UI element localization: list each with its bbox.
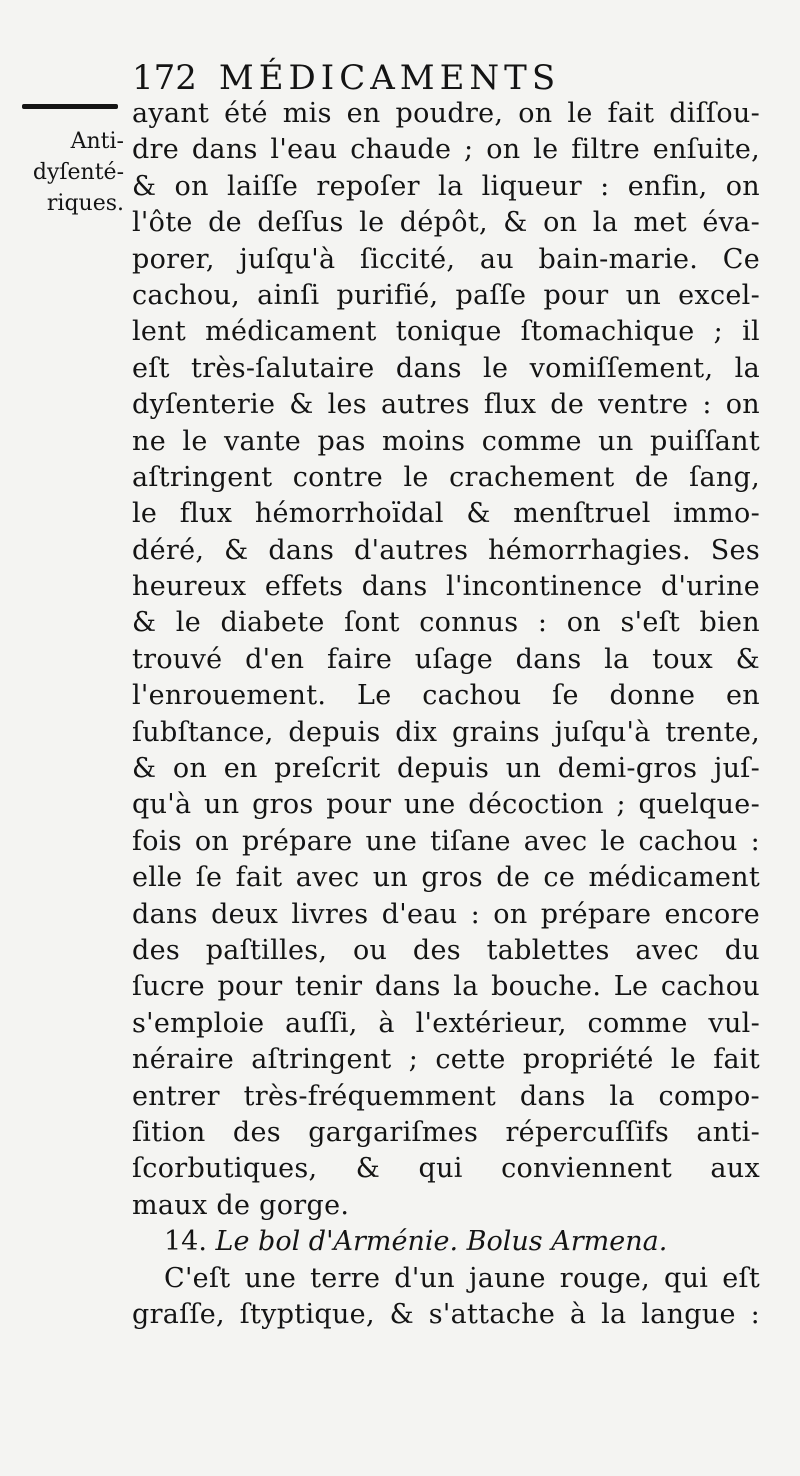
text-line: s'emploie auſſi, à l'extérieur, comme vul- bbox=[132, 1007, 760, 1039]
text-line: C'eſt une terre d'un jaune rouge, qui eſt bbox=[164, 1262, 760, 1294]
body-text bbox=[132, 96, 760, 1333]
page-number: 172 bbox=[132, 58, 197, 98]
running-title: MÉDICAMENTS bbox=[218, 58, 561, 98]
section-number: 14. bbox=[164, 1226, 207, 1258]
text-line: dyſenterie & les autres flux de ventre : on bbox=[132, 389, 760, 421]
text-line: ſcorbutiques, & qui conviennent aux bbox=[132, 1153, 760, 1185]
text-line: trouvé d'en faire uſage dans la toux & bbox=[132, 643, 760, 675]
text-line: fois on prépare une tiſane avec le cachou : bbox=[132, 825, 760, 857]
text-line: dans deux livres d'eau : on prépare encore bbox=[132, 898, 760, 930]
margin-note-line: Anti- bbox=[70, 129, 124, 154]
text-line: ſition des gargariſmes répercuſſifs anti- bbox=[132, 1116, 760, 1148]
margin-note-line: dyſenté- bbox=[32, 160, 124, 185]
text-line: l'enrouement. Le cachou ſe donne en bbox=[132, 680, 760, 712]
text-line: dre dans l'eau chaude ; on le filtre enſuite, bbox=[132, 134, 760, 166]
text-line: ne le vante pas moins comme un puiſſant bbox=[132, 425, 760, 457]
page-header bbox=[132, 58, 560, 98]
text-line: & le diabete ſont connus : on s'eſt bien bbox=[132, 607, 760, 639]
text-line: déré, & dans d'autres hémorrhagies. Ses bbox=[132, 534, 760, 566]
text-line: ſubſtance, depuis dix grains juſqu'à trente, bbox=[132, 716, 760, 748]
text-line: & on laiſſe repoſer la liqueur : enfin, on bbox=[132, 170, 760, 202]
section-title-latin: Bolus Armena. bbox=[466, 1226, 668, 1258]
text-line: graſſe, ſtyptique, & s'attache à la langue : bbox=[132, 1298, 760, 1330]
margin-note bbox=[14, 126, 124, 219]
text-line: cachou, ainſi purifié, paſſe pour un excel- bbox=[132, 279, 760, 311]
text-line: l'ôte de deſſus le dépôt, & on la met éva- bbox=[132, 207, 760, 239]
text-line: des paſtilles, ou des tablettes avec du bbox=[132, 934, 760, 966]
margin-note-line: riques. bbox=[46, 191, 124, 216]
text-line: elle ſe fait avec un gros de ce médicament bbox=[132, 862, 760, 894]
text-line: le flux hémorrhoïdal & menſtruel immo- bbox=[132, 498, 760, 530]
text-line: lent médicament tonique ſtomachique ; il bbox=[132, 316, 760, 348]
margin-rule bbox=[22, 104, 118, 109]
text-line: néraire aſtringent ; cette propriété le fait bbox=[132, 1044, 760, 1076]
text-line: porer, juſqu'à ſiccité, au bain-marie. Ce bbox=[132, 243, 760, 275]
text-line: ſucre pour tenir dans la bouche. Le cachou bbox=[132, 971, 760, 1003]
section-heading bbox=[132, 1224, 760, 1260]
text-line: maux de gorge. bbox=[132, 1189, 350, 1221]
text-line: & on en preſcrit depuis un demi-gros juſ- bbox=[132, 753, 760, 785]
text-line: heureux effets dans l'incontinence d'urine bbox=[132, 571, 760, 603]
text-line: eſt très-ſalutaire dans le vomiſſement, la bbox=[132, 352, 760, 384]
text-line: entrer très-fréquemment dans la compo- bbox=[132, 1080, 760, 1112]
section-title-french: Le bol d'Arménie. bbox=[215, 1226, 459, 1258]
text-line: ayant été mis en poudre, on le fait diſſou- bbox=[132, 98, 760, 129]
text-line: qu'à un gros pour une décoction ; quelque- bbox=[132, 789, 760, 821]
text-line: aſtringent contre le crachement de ſang, bbox=[132, 461, 760, 493]
